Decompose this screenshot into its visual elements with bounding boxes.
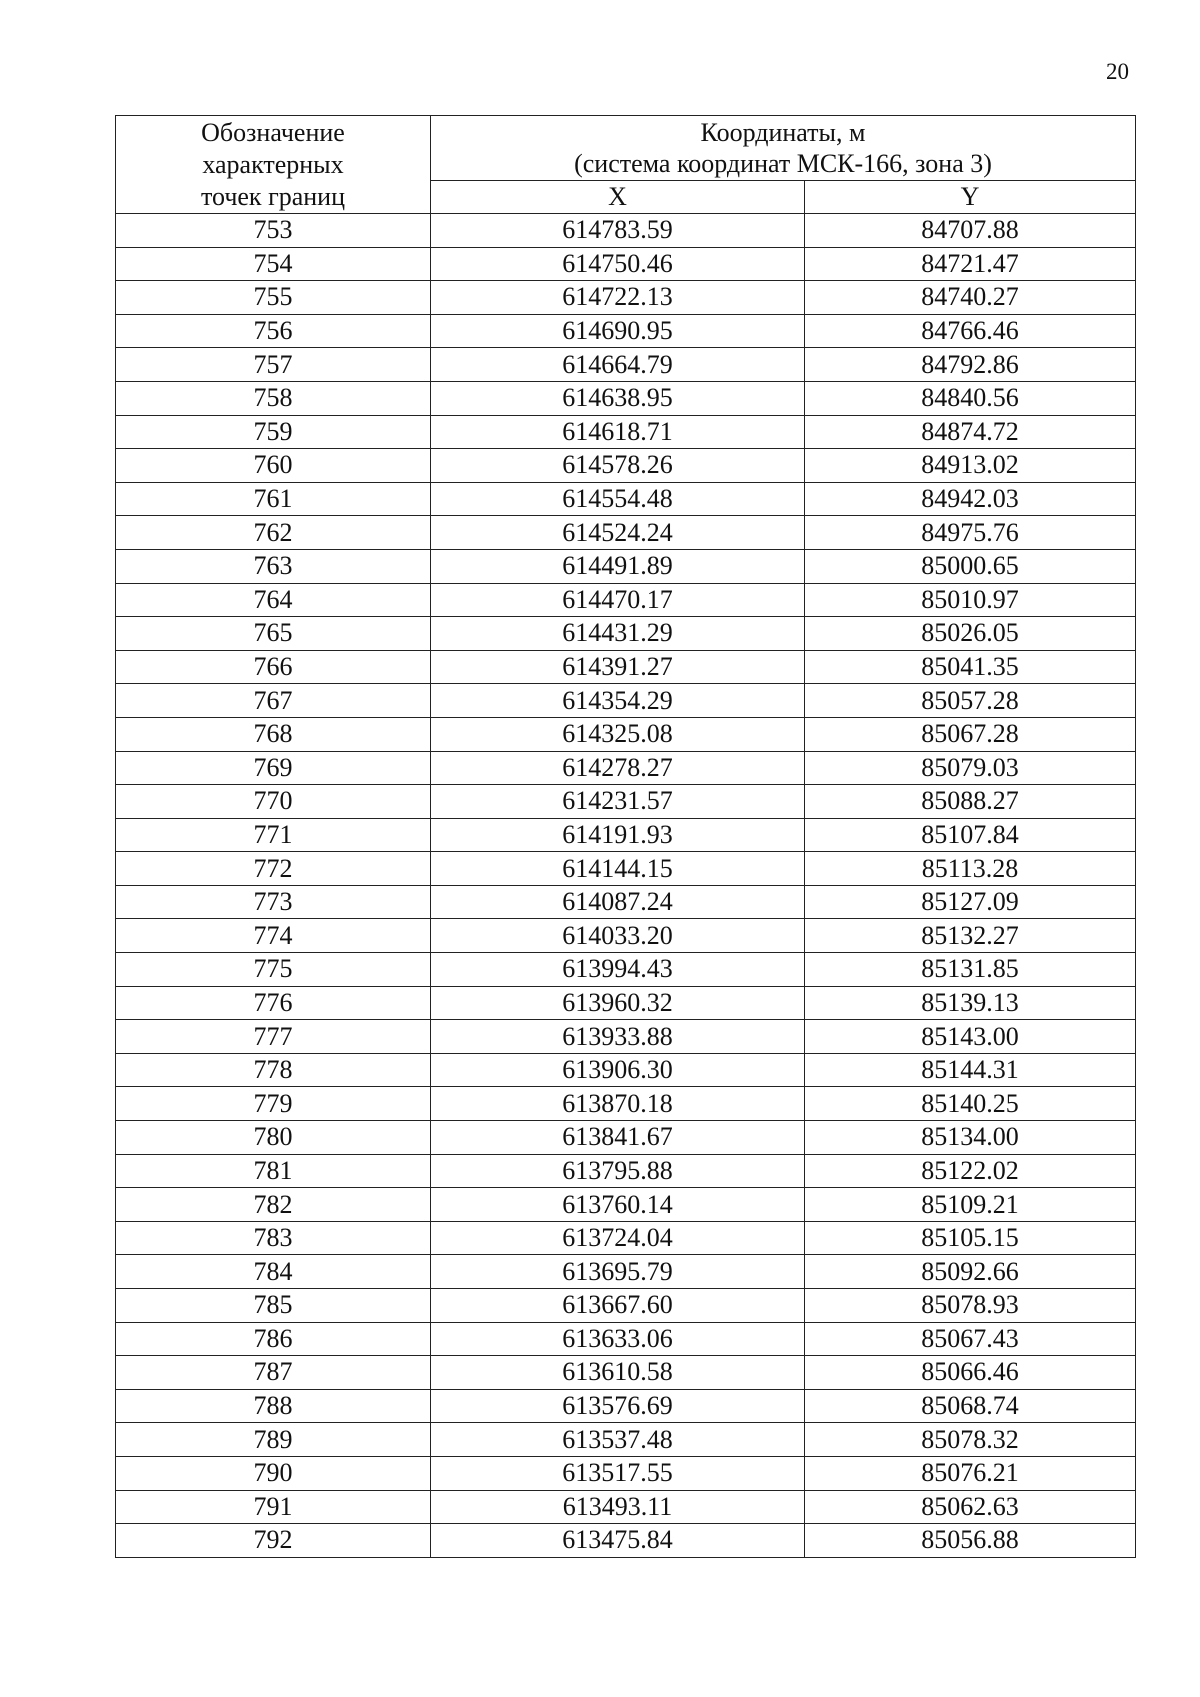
x-coordinate-cell: 614391.27: [431, 650, 805, 684]
x-coordinate-cell: 613906.30: [431, 1053, 805, 1087]
y-coordinate-cell: 85122.02: [805, 1154, 1136, 1188]
table-row: [116, 314, 1136, 348]
x-coordinate-cell: 614325.08: [431, 717, 805, 751]
point-id-cell: 757: [116, 348, 431, 382]
y-coordinate-cell: 85107.84: [805, 818, 1136, 852]
y-coordinate-cell: 85067.43: [805, 1322, 1136, 1356]
point-id-cell: 772: [116, 852, 431, 886]
point-id-cell: 765: [116, 617, 431, 651]
table-row: [116, 650, 1136, 684]
point-id-cell: 766: [116, 650, 431, 684]
point-id-cell: 761: [116, 482, 431, 516]
table-row: [116, 751, 1136, 785]
y-coordinate-cell: 85078.32: [805, 1423, 1136, 1457]
header-point-designation: [116, 116, 431, 214]
table-row: [116, 482, 1136, 516]
y-coordinate-cell: 85113.28: [805, 852, 1136, 886]
y-coordinate-cell: 85143.00: [805, 1020, 1136, 1054]
x-coordinate-cell: 613933.88: [431, 1020, 805, 1054]
table-row: [116, 583, 1136, 617]
table-row: [116, 1490, 1136, 1524]
x-coordinate-cell: 614554.48: [431, 482, 805, 516]
point-id-cell: 792: [116, 1524, 431, 1558]
table-body: [116, 214, 1136, 1558]
x-coordinate-cell: 613695.79: [431, 1255, 805, 1289]
x-coordinate-cell: 613475.84: [431, 1524, 805, 1558]
y-coordinate-cell: 85105.15: [805, 1221, 1136, 1255]
point-id-cell: 787: [116, 1356, 431, 1390]
y-coordinate-cell: 84721.47: [805, 247, 1136, 281]
point-id-cell: 775: [116, 953, 431, 987]
y-coordinate-cell: 84740.27: [805, 281, 1136, 315]
x-coordinate-cell: 614524.24: [431, 516, 805, 550]
table-row: [116, 717, 1136, 751]
y-coordinate-cell: 84975.76: [805, 516, 1136, 550]
y-coordinate-cell: 85066.46: [805, 1356, 1136, 1390]
x-coordinate-cell: 614690.95: [431, 314, 805, 348]
point-id-cell: 782: [116, 1188, 431, 1222]
page-number: 20: [1106, 59, 1129, 84]
table-row: [116, 516, 1136, 550]
x-coordinate-cell: 613517.55: [431, 1456, 805, 1490]
y-coordinate-cell: 85140.25: [805, 1087, 1136, 1121]
x-coordinate-cell: 613610.58: [431, 1356, 805, 1390]
x-coordinate-cell: 614278.27: [431, 751, 805, 785]
table-row: [116, 1524, 1136, 1558]
table-row: [116, 1154, 1136, 1188]
y-coordinate-cell: 85062.63: [805, 1490, 1136, 1524]
table-row: [116, 549, 1136, 583]
table-row: [116, 684, 1136, 718]
point-id-cell: 754: [116, 247, 431, 281]
x-coordinate-cell: 614087.24: [431, 885, 805, 919]
header-coordinates-line-1: Координаты, м: [700, 118, 866, 147]
x-coordinate-cell: 614231.57: [431, 785, 805, 819]
table-row: [116, 1389, 1136, 1423]
table-row: [116, 617, 1136, 651]
table-row: [116, 415, 1136, 449]
table-row: [116, 953, 1136, 987]
x-coordinate-cell: 613870.18: [431, 1087, 805, 1121]
table-row: [116, 381, 1136, 415]
y-coordinate-cell: 84874.72: [805, 415, 1136, 449]
point-id-cell: 759: [116, 415, 431, 449]
point-id-cell: 789: [116, 1423, 431, 1457]
y-coordinate-cell: 85076.21: [805, 1456, 1136, 1490]
y-coordinate-cell: 85079.03: [805, 751, 1136, 785]
header-designation-line-3: точек границ: [200, 181, 346, 211]
point-id-cell: 776: [116, 986, 431, 1020]
point-id-cell: 778: [116, 1053, 431, 1087]
y-coordinate-cell: 85000.65: [805, 549, 1136, 583]
y-coordinate-cell: 85134.00: [805, 1121, 1136, 1155]
point-id-cell: 764: [116, 583, 431, 617]
point-id-cell: 785: [116, 1289, 431, 1323]
point-id-cell: 763: [116, 549, 431, 583]
table-row: [116, 247, 1136, 281]
y-coordinate-cell: 85056.88: [805, 1524, 1136, 1558]
x-coordinate-cell: 614431.29: [431, 617, 805, 651]
x-coordinate-cell: 614750.46: [431, 247, 805, 281]
y-coordinate-cell: 85057.28: [805, 684, 1136, 718]
point-id-cell: 780: [116, 1121, 431, 1155]
point-id-cell: 756: [116, 314, 431, 348]
point-id-cell: 779: [116, 1087, 431, 1121]
x-coordinate-cell: 614033.20: [431, 919, 805, 953]
y-coordinate-cell: 85131.85: [805, 953, 1136, 987]
table-row: [116, 1322, 1136, 1356]
header-coordinates: [431, 116, 1136, 181]
table-row: [116, 1423, 1136, 1457]
y-coordinate-cell: 84707.88: [805, 214, 1136, 248]
table-header: [116, 116, 1136, 214]
x-coordinate-cell: 613493.11: [431, 1490, 805, 1524]
y-coordinate-cell: 85109.21: [805, 1188, 1136, 1222]
x-coordinate-cell: 614354.29: [431, 684, 805, 718]
table-row: [116, 348, 1136, 382]
table-row: [116, 1188, 1136, 1222]
point-id-cell: 790: [116, 1456, 431, 1490]
header-x: X: [431, 181, 805, 214]
y-coordinate-cell: 84792.86: [805, 348, 1136, 382]
x-coordinate-cell: 613994.43: [431, 953, 805, 987]
x-coordinate-cell: 614144.15: [431, 852, 805, 886]
header-designation-line-1: Обозначение: [201, 117, 345, 147]
point-id-cell: 762: [116, 516, 431, 550]
y-coordinate-cell: 84766.46: [805, 314, 1136, 348]
point-id-cell: 777: [116, 1020, 431, 1054]
y-coordinate-cell: 85041.35: [805, 650, 1136, 684]
point-id-cell: 773: [116, 885, 431, 919]
y-coordinate-cell: 84913.02: [805, 449, 1136, 483]
point-id-cell: 781: [116, 1154, 431, 1188]
point-id-cell: 753: [116, 214, 431, 248]
x-coordinate-cell: 614722.13: [431, 281, 805, 315]
point-id-cell: 774: [116, 919, 431, 953]
table-row: [116, 919, 1136, 953]
y-coordinate-cell: 85092.66: [805, 1255, 1136, 1289]
point-id-cell: 786: [116, 1322, 431, 1356]
table-row: [116, 1053, 1136, 1087]
coordinates-table: [115, 115, 1136, 1558]
point-id-cell: 784: [116, 1255, 431, 1289]
x-coordinate-cell: 613841.67: [431, 1121, 805, 1155]
table-row: [116, 818, 1136, 852]
header-y: Y: [805, 181, 1136, 214]
table-row: [116, 1289, 1136, 1323]
table-row: [116, 885, 1136, 919]
x-coordinate-cell: 613667.60: [431, 1289, 805, 1323]
table-row: [116, 449, 1136, 483]
x-coordinate-cell: 613960.32: [431, 986, 805, 1020]
y-coordinate-cell: 85010.97: [805, 583, 1136, 617]
table-row: [116, 1255, 1136, 1289]
point-id-cell: 758: [116, 381, 431, 415]
header-coordinates-line-2: (система координат МСК-166, зона 3): [574, 149, 992, 178]
x-coordinate-cell: 613724.04: [431, 1221, 805, 1255]
x-coordinate-cell: 613633.06: [431, 1322, 805, 1356]
x-coordinate-cell: 614783.59: [431, 214, 805, 248]
table-row: [116, 1456, 1136, 1490]
table-row: [116, 281, 1136, 315]
x-coordinate-cell: 614638.95: [431, 381, 805, 415]
x-coordinate-cell: 614578.26: [431, 449, 805, 483]
point-id-cell: 788: [116, 1389, 431, 1423]
point-id-cell: 791: [116, 1490, 431, 1524]
table-row: [116, 1356, 1136, 1390]
x-coordinate-cell: 613760.14: [431, 1188, 805, 1222]
table-row: [116, 1087, 1136, 1121]
y-coordinate-cell: 85088.27: [805, 785, 1136, 819]
point-id-cell: 760: [116, 449, 431, 483]
x-coordinate-cell: 614191.93: [431, 818, 805, 852]
header-designation-line-2: характерных: [202, 149, 344, 179]
point-id-cell: 769: [116, 751, 431, 785]
y-coordinate-cell: 85067.28: [805, 717, 1136, 751]
y-coordinate-cell: 85144.31: [805, 1053, 1136, 1087]
table-row: [116, 785, 1136, 819]
table-row: [116, 852, 1136, 886]
table-row: [116, 214, 1136, 248]
point-id-cell: 783: [116, 1221, 431, 1255]
point-id-cell: 767: [116, 684, 431, 718]
table-row: [116, 1121, 1136, 1155]
y-coordinate-cell: 85132.27: [805, 919, 1136, 953]
table-row: [116, 1020, 1136, 1054]
x-coordinate-cell: 614491.89: [431, 549, 805, 583]
y-coordinate-cell: 85078.93: [805, 1289, 1136, 1323]
y-coordinate-cell: 84840.56: [805, 381, 1136, 415]
x-coordinate-cell: 613537.48: [431, 1423, 805, 1457]
point-id-cell: 771: [116, 818, 431, 852]
x-coordinate-cell: 614618.71: [431, 415, 805, 449]
y-coordinate-cell: 85068.74: [805, 1389, 1136, 1423]
point-id-cell: 755: [116, 281, 431, 315]
x-coordinate-cell: 614664.79: [431, 348, 805, 382]
point-id-cell: 770: [116, 785, 431, 819]
y-coordinate-cell: 85139.13: [805, 986, 1136, 1020]
table-row: [116, 1221, 1136, 1255]
y-coordinate-cell: 85026.05: [805, 617, 1136, 651]
y-coordinate-cell: 84942.03: [805, 482, 1136, 516]
x-coordinate-cell: 613576.69: [431, 1389, 805, 1423]
x-coordinate-cell: 613795.88: [431, 1154, 805, 1188]
x-coordinate-cell: 614470.17: [431, 583, 805, 617]
point-id-cell: 768: [116, 717, 431, 751]
table-row: [116, 986, 1136, 1020]
y-coordinate-cell: 85127.09: [805, 885, 1136, 919]
